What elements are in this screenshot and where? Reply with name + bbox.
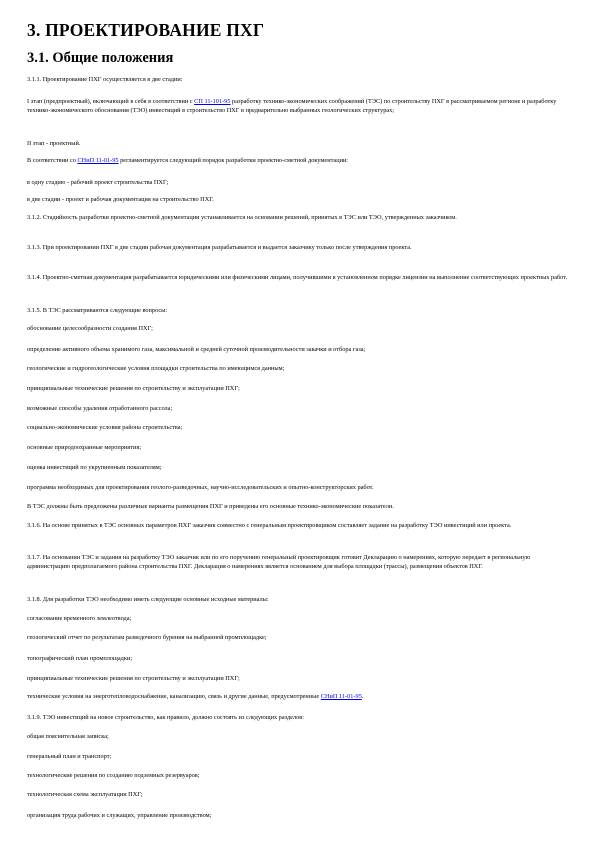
paragraph	[27, 790, 572, 799]
paragraph-text: в две стадии - проект и рабочая документация на строительство ПХГ.	[27, 196, 214, 203]
paragraph	[27, 553, 572, 572]
paragraph-text: оценка инвестиций по укрупненным показателям;	[27, 464, 162, 471]
paragraph	[27, 633, 572, 642]
paragraph	[27, 273, 572, 282]
paragraph-text: 3.1.8. Для разработки ТЭО необходимо иметь следующие основные исходные материалы:	[27, 596, 269, 603]
paragraph-text: технические условия на энерготепловодоснабжение, канализацию, связь и другие данные, предусмотренные	[27, 693, 321, 700]
paragraph	[27, 771, 572, 780]
paragraph-text: .	[361, 693, 364, 700]
paragraph-text: геологический отчет по результатам разведочного бурения на выбранной промплощадке;	[27, 634, 267, 641]
paragraph	[27, 463, 572, 472]
paragraph-text: технологическая схема эксплуатации ПХГ;	[27, 791, 143, 798]
paragraph-text: социально-экономические условия района строительства;	[27, 424, 183, 431]
paragraph-text: общая пояснительная записка;	[27, 733, 109, 740]
paragraph	[27, 195, 572, 204]
paragraph-text: возможные способы удаления отработанного рассола;	[27, 405, 173, 412]
paragraph-text: II этап - проектный.	[27, 140, 81, 147]
paragraph-text: В соответствии со	[27, 157, 78, 164]
paragraph	[27, 502, 572, 511]
paragraph-text: 3.1.7. На основании ТЭС и задания на разработку ТЭО заказчик или по его поручению генеральный проектировщик готовит Декларацию о намерениях, которую передает в региональную администрацию предполагаемого района строительства ПХГ. Декларация о намерениях является основанием для выбора площадки (трассы), размещения объектов ПХГ.	[27, 554, 531, 571]
paragraph	[27, 404, 572, 413]
paragraph-text: геологические и гидрогеологические условия площадки строительства по имеющимся данным;	[27, 365, 285, 372]
paragraph-text: 3.1.9. ТЭО инвестиций на новое строительство, как правило, должно состоять из следующих разделов:	[27, 714, 305, 721]
paragraph-text: 3.1.4. Проектно-сметная документация разрабатывается юридическими или физическими лицами, получившими в установленном порядке лицензии на выполнение соответствующих проектных работ.	[27, 274, 568, 281]
section-title: 3.1. Общие положения	[27, 50, 174, 66]
paragraph	[27, 595, 572, 604]
paragraph	[27, 156, 572, 165]
paragraph	[27, 443, 572, 452]
document-link[interactable]: СНиП 11-01-95	[320, 693, 362, 700]
paragraph-text: программа необходимых для проектирования геолого-разведочных, научно-исследовательских и опытно-конструкторских работ.	[27, 484, 374, 491]
paragraph-text: основные природоохранные мероприятия;	[27, 444, 141, 451]
paragraph	[27, 306, 572, 315]
paragraph-text: 3.1.1. Проектирование ПХГ осуществляется в две стадии:	[27, 76, 183, 83]
paragraph-text: В ТЭС должны быть предложены различные варианты размещения ПХГ и приведены его основные технико-экономические показатели.	[27, 503, 394, 510]
paragraph	[27, 364, 572, 373]
paragraph-text: технологические решения по созданию подземных резервуаров;	[27, 772, 200, 779]
paragraph-text: определение активного объема хранимого газа, максимальной и средней суточной производительности закачки и отбора газа;	[27, 346, 366, 353]
paragraph	[27, 674, 572, 683]
paragraph	[27, 324, 572, 333]
paragraph-text: регламентируется следующий порядок разработки проектно-сметной документации:	[118, 157, 349, 164]
paragraph	[27, 483, 572, 492]
paragraph-text: 3.1.3. При проектировании ПХГ в две стадии рабочая документация разрабатывается и выдается заказчику только после утверждения проекта.	[27, 244, 412, 251]
paragraph	[27, 713, 572, 722]
page-title: 3. ПРОЕКТИРОВАНИЕ ПХГ	[27, 20, 265, 40]
paragraph-text: принципиальные технические решения по строительству и эксплуатации ПХГ;	[27, 675, 240, 682]
document-link[interactable]: СП 11-101-95	[194, 98, 231, 105]
paragraph	[27, 75, 572, 84]
paragraph	[27, 423, 572, 432]
paragraph-text: 3.1.5. В ТЭС рассматриваются следующие вопросы:	[27, 307, 168, 314]
paragraph	[27, 614, 572, 623]
paragraph-text: обоснование целесообразности создания ПХГ;	[27, 325, 153, 332]
paragraph	[27, 752, 572, 761]
paragraph-text: организация труда рабочих и служащих, управление производством;	[27, 812, 212, 819]
paragraph	[27, 384, 572, 393]
paragraph-text: принципиальные технические решения по строительству и эксплуатации ПХГ;	[27, 385, 240, 392]
paragraph-text: разработку технико-экономических соображений (ТЭС) по строительству ПХГ в рассматриваемом регионе и разработку технико-экономического обоснования (ТЭО) инвестиций в строительство ПХГ в предварительно выбранных геологических структурах;	[27, 98, 557, 115]
paragraph	[27, 97, 572, 116]
paragraph-text: I этап (предпроектный), включающий в себя в соответствии с	[27, 98, 195, 105]
paragraph-text: 3.1.2. Стадийность разработки проектно-сметной документации устанавливается на основании решений, принятых в ТЭС или ТЭО, утвержденных заказчиком.	[27, 214, 457, 221]
paragraph-text: 3.1.6. На основе принятых в ТЭС основных параметров ПХГ заказчик совместно с генеральным проектировщиком составляет задание на разработку ТЭО инвестиций или проекта.	[27, 522, 512, 529]
paragraph	[27, 811, 572, 820]
paragraph	[27, 654, 572, 663]
document-link[interactable]: СНиП 11-01-95	[77, 157, 119, 164]
paragraph-text: согласование временного землеотвода;	[27, 615, 132, 622]
paragraph	[27, 692, 572, 701]
paragraph	[27, 139, 572, 148]
paragraph	[27, 243, 572, 252]
paragraph	[27, 732, 572, 741]
paragraph-text: в одну стадию - рабочий проект строительства ПХГ;	[27, 179, 169, 186]
paragraph-text: генеральный план и транспорт;	[27, 753, 112, 760]
paragraph	[27, 521, 572, 530]
paragraph	[27, 213, 572, 222]
paragraph	[27, 345, 572, 354]
paragraph-text: топографический план промплощадки;	[27, 655, 133, 662]
paragraph	[27, 178, 572, 187]
